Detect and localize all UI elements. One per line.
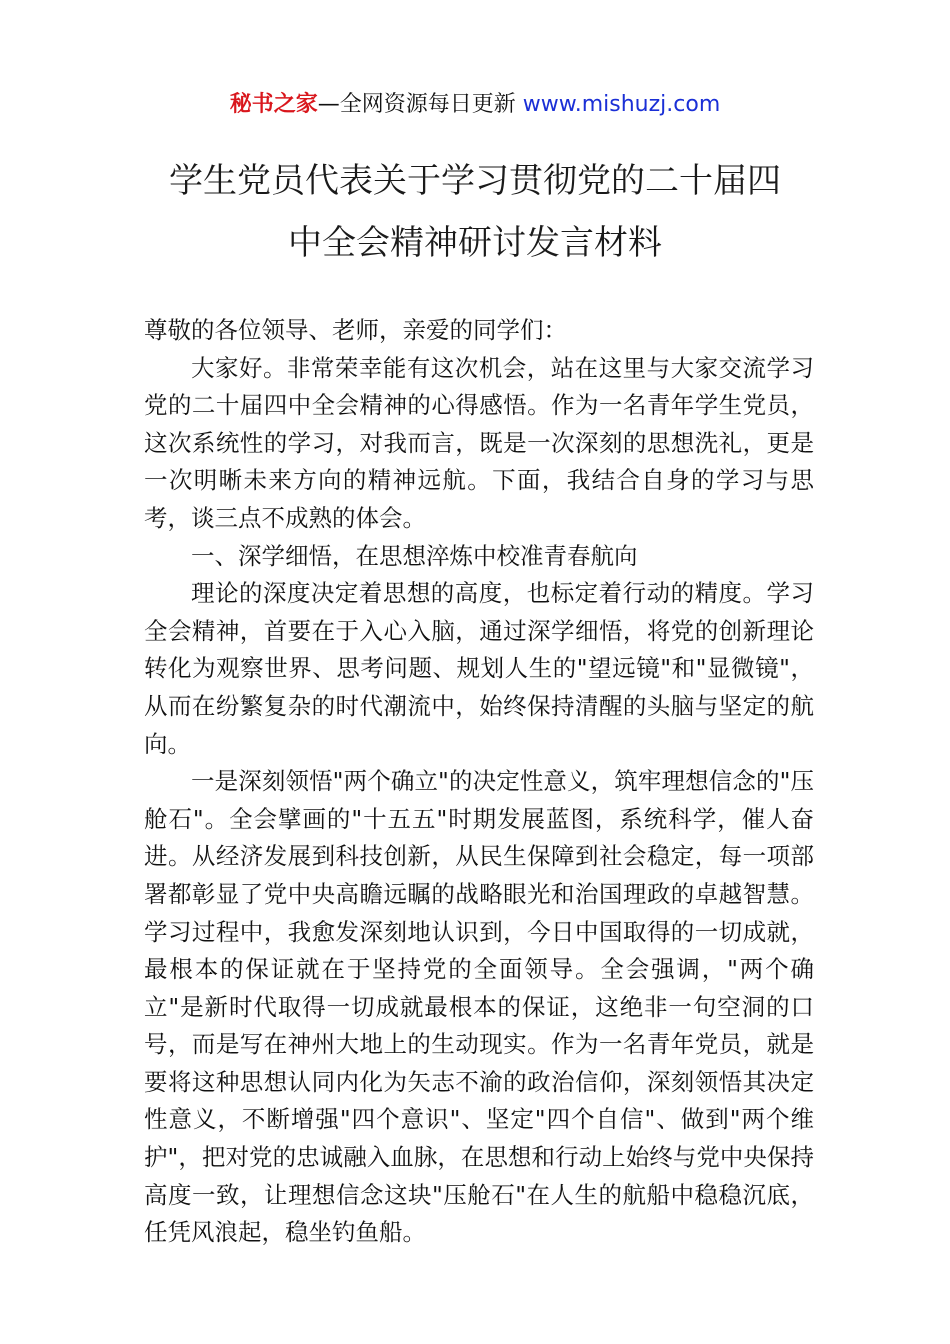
document-title [140,150,810,274]
paragraph-point-1: 一是深刻领悟"两个确立"的决定性意义，筑牢理想信念的"压舱石"。全会擘画的"十五五"时期发展蓝图，系统科学，催人奋进。从经济发展到科技创新，从民生保障到社会稳定，每一项部署都彰显了党中央高瞻远瞩的战略眼光和治国理政的卓越智慧。学习过程中，我愈发深刻地认识到，今日中国取得的一切成就，最根本的保证就在于坚持党的全面领导。全会强调，"两个确立"是新时代取得一切成就最根本的保证，这绝非一句空洞的口号，而是写在神州大地上的生动现实。作为一名青年党员，就是要将这种思想认同内化为矢志不渝的政治信仰，深刻领悟其决定性意义，不断增强"四个意识"、坚定"四个自信"、做到"两个维护"，把对党的忠诚融入血脉，在思想和行动上始终与党中央保持高度一致，让理想信念这块"压舱石"在人生的航船中稳稳沉底，任凭风浪起，稳坐钓鱼船。 [144,767,814,1247]
paragraph-intro: 大家好。非常荣幸能有这次机会，站在这里与大家交流学习党的二十届四中全会精神的心得感悟。作为一名青年学生党员，这次系统性的学习，对我而言，既是一次深刻的思想洗礼，更是一次明晰未来方向的精神远航。下面，我结合自身的学习与思考，谈三点不成熟的体会。 [144,353,814,532]
document-body [144,312,814,1252]
paragraph-section-1: 理论的深度决定着思想的高度，也标定着行动的精度。学习全会精神，首要在于入心入脑，通过深学细悟，将党的创新理论转化为观察世界、思考问题、规划人生的"望远镜"和"显微镜"，从而在纷繁复杂的时代潮流中，始终保持清醒的头脑与坚定的航向。 [144,579,814,758]
title-line-1: 学生党员代表关于学习贯彻党的二十届四 [169,161,781,201]
site-header [0,88,950,122]
section-heading-1: 一、深学细悟，在思想淬炼中校准青春航向 [191,541,638,570]
site-url-link[interactable]: www.mishuzj.com [522,92,721,117]
title-line-2: 中全会精神研讨发言材料 [288,223,662,263]
salutation: 尊敬的各位领导、老师，亲爱的同学们： [144,316,567,344]
site-tagline: —全网资源每日更新 [317,92,523,117]
site-brand: 秘书之家 [229,92,318,117]
